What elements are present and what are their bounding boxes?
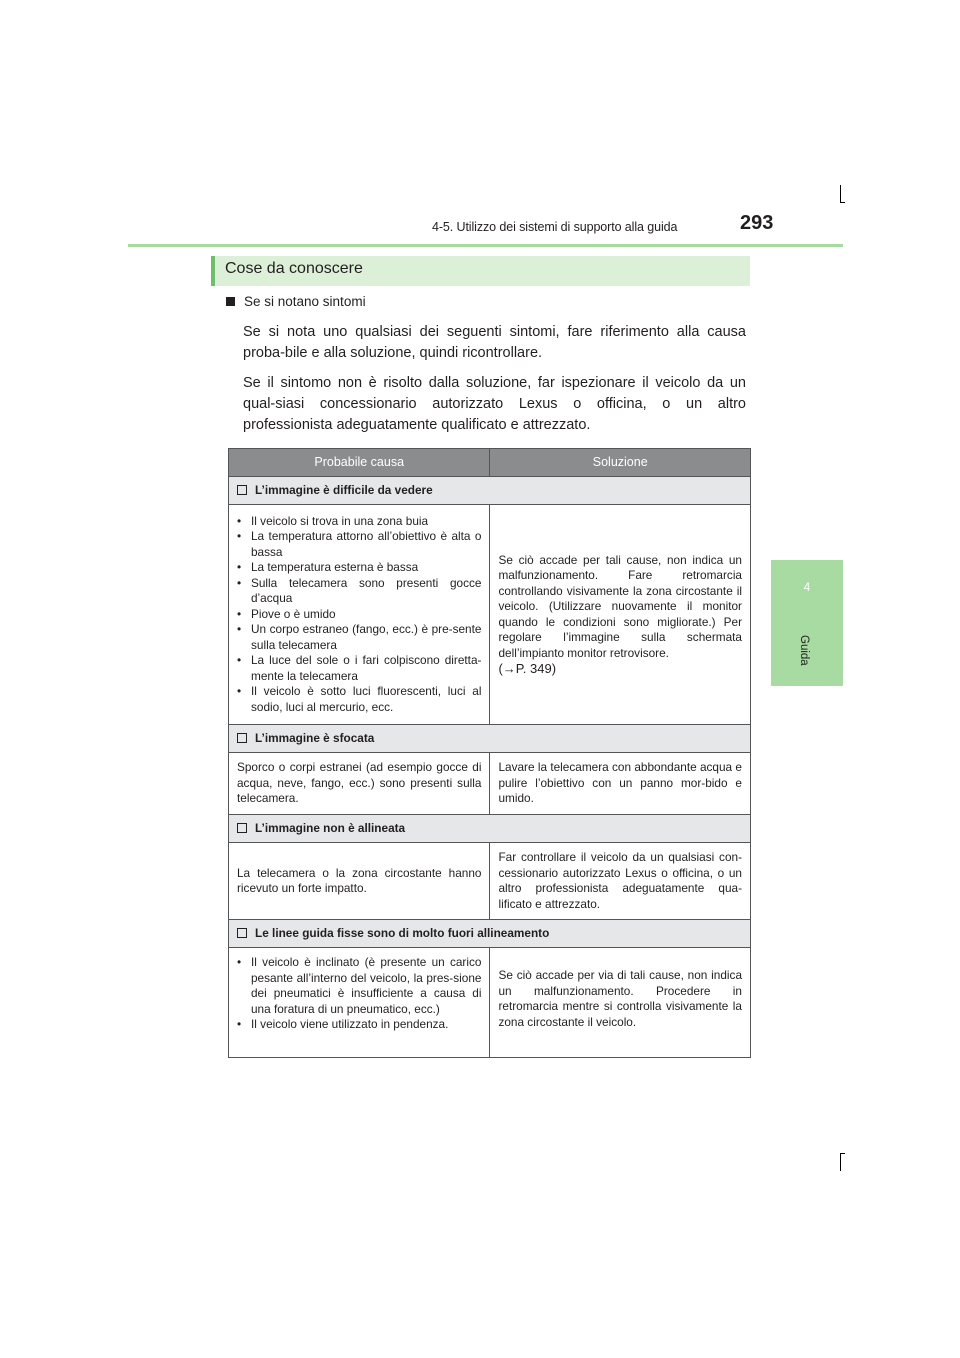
list-item: • Il veicolo è inclinato (è presente un carico pesante all’interno del veicolo, la pres-sione dei pneumatici è insufficiente a causa di una foratura di un pneumatico, ecc.) [237, 955, 481, 1017]
table-row [229, 948, 751, 1058]
subheading [226, 294, 366, 309]
solution-cell: Lavare la telecamera con abbondante acqua e pulire l’obiettivo con un panno mor-bido e umido. [490, 753, 751, 815]
group-title-cell [229, 725, 751, 753]
cause-list [237, 514, 481, 716]
cause-cell [229, 505, 490, 725]
checkbox-icon [237, 485, 247, 495]
list-item: • La luce del sole o i fari colpiscono diretta-mente la telecamera [237, 653, 481, 684]
table-row [229, 505, 751, 725]
square-bullet-icon [226, 297, 235, 306]
list-item: • Il veicolo viene utilizzato in pendenza. [237, 1017, 481, 1033]
page-reference-link[interactable]: (→P. 349) [498, 661, 557, 676]
crop-mark-top-right [840, 185, 841, 203]
list-item: • Il veicolo si trova in una zona buia [237, 514, 481, 530]
group-title: L’immagine è difficile da vedere [255, 482, 433, 497]
section-title: Cose da conoscere [225, 260, 363, 277]
list-item: • Sulla telecamera sono presenti gocce d’acqua [237, 576, 481, 607]
checkbox-icon [237, 823, 247, 833]
table-row [229, 843, 751, 920]
column-header-solution: Soluzione [490, 449, 751, 477]
column-header-cause: Probabile causa [229, 449, 490, 477]
group-row [229, 920, 751, 948]
cause-list [237, 955, 481, 1033]
list-item: • La temperatura attorno all’obiettivo è alta o bassa [237, 529, 481, 560]
crop-mark-top-right-foot [840, 202, 845, 203]
group-title: L’immagine è sfocata [255, 730, 375, 745]
cause-cell: Sporco o corpi estranei (ad esempio gocce di acqua, neve, fango, ecc.) sono presenti sulla telecamera. [229, 753, 490, 815]
group-row [229, 725, 751, 753]
chapter-label-text: Guida [798, 635, 810, 666]
page-number: 293 [740, 212, 774, 234]
list-item: • Un corpo estraneo (fango, ecc.) è pre-sente sulla telecamera [237, 622, 481, 653]
cause-cell: La telecamera o la zona circostante hanno ricevuto un forte impatto. [229, 843, 490, 920]
checkbox-icon [237, 928, 247, 938]
group-row [229, 815, 751, 843]
solution-cell [490, 505, 751, 725]
group-title-cell [229, 920, 751, 948]
group-title: Le linee guida fisse sono di molto fuori allineamento [255, 925, 550, 940]
list-item: • La temperatura esterna è bassa [237, 560, 481, 576]
header-rule [128, 244, 843, 247]
intro-paragraph-2: Se il sintomo non è risolto dalla soluzione, far ispezionare il veicolo da un qual-siasi concessionario autorizzato Lexus o officina, o un altro professionista adeguatamente qualificato e attrezzato. [243, 375, 746, 433]
group-title: L’immagine non è allineata [255, 820, 406, 835]
troubleshooting-table [228, 448, 751, 1058]
chapter-number: 4 [803, 580, 811, 594]
table-row [229, 753, 751, 815]
header-section-title: 4-5. Utilizzo dei sistemi di supporto alla guida [432, 220, 678, 234]
group-title-cell [229, 815, 751, 843]
checkbox-icon [237, 733, 247, 743]
group-row [229, 477, 751, 505]
solution-text: Se ciò accade per tali cause, non indica un malfunzionamento. Fare retromarcia controllando visivamente la zona circostante il veicolo. (Utilizzare nuovamente il monitor quando le condizioni sono migliorate.) Per regolare l’immagine sulla schermata dell’impianto monitor retrovisore. [498, 552, 742, 660]
table-header-row [229, 449, 751, 477]
solution-cell: Se ciò accade per via di tali cause, non indica un malfunzionamento. Procedere in retromarcia mentre si controlla visivamente la zona circostante il veicolo. [490, 948, 751, 1058]
cause-cell [229, 948, 490, 1058]
group-title-cell [229, 477, 751, 505]
crop-mark-bottom-right [840, 1153, 841, 1171]
crop-mark-bottom-right-foot [840, 1153, 845, 1154]
intro-paragraph-1: Se si nota uno qualsiasi dei seguenti sintomi, fare riferimento alla causa proba-bile e alla soluzione, quindi ricontrollare. [243, 324, 746, 361]
list-item: • Piove o è umido [237, 607, 481, 623]
list-item: • Il veicolo è sotto luci fluorescenti, luci al sodio, luci al mercurio, ecc. [237, 684, 481, 715]
solution-cell: Far controllare il veicolo da un qualsiasi con-cessionario autorizzato Lexus o officina, o un altro professionista adeguatamente qua-lificato e attrezzato. [490, 843, 751, 920]
chapter-label [796, 635, 820, 695]
subheading-text: Se si notano sintomi [244, 294, 366, 309]
